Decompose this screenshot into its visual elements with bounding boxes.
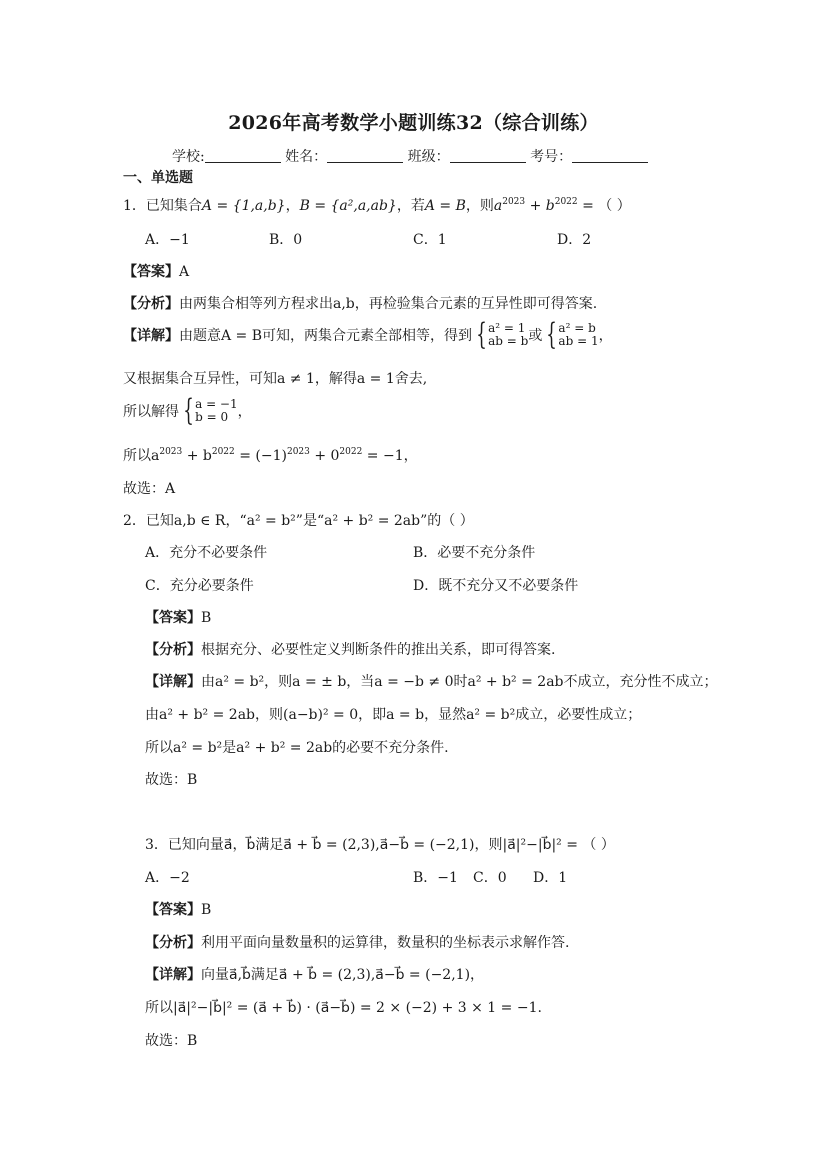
q3-stem: 3．已知向量a⃗，b⃗满足a⃗ + b⃗ = (2,3),a⃗−b⃗ = (−2,1)，则|a⃗|²−|b⃗|² = （ ） bbox=[145, 837, 615, 853]
exam-no-blank[interactable] bbox=[572, 148, 648, 163]
q2-detail-3: 所以a² = b²是a² + b² = 2ab的必要不充分条件. bbox=[145, 740, 449, 756]
q2-option-c[interactable]: C．充分必要条件 bbox=[145, 578, 254, 594]
equation-system-1: {a² = 1 ab = b bbox=[476, 317, 529, 352]
section-heading: 一、单选题 bbox=[123, 170, 193, 186]
q1-analysis: 【分析】由两集合相等列方程求出a,b，再检验集合元素的互异性即可得答案. bbox=[123, 296, 598, 312]
q1-option-a[interactable]: A．−1 bbox=[145, 232, 190, 248]
q3-option-a[interactable]: A．−2 bbox=[145, 870, 190, 886]
q1-stem: 1．已知集合A = {1,a,b}，B = {a²,a,ab}，若A = B，则$a^{2023} + b^{2022}$ = （ ） bbox=[123, 197, 631, 214]
q1-detail-2: 又根据集合互异性，可知a ≠ 1，解得a = 1舍去, bbox=[123, 371, 428, 387]
q2-option-a[interactable]: A．充分不必要条件 bbox=[145, 545, 268, 561]
class-blank[interactable] bbox=[450, 148, 526, 163]
q2-answer: 【答案】B bbox=[145, 610, 212, 626]
exam-no-label: 考号： bbox=[530, 149, 573, 165]
q3-choose: 故选：B bbox=[145, 1033, 198, 1049]
q2-stem: 2．已知a,b ∈ R，“a² = b²”是“a² + b² = 2ab”的（ ） bbox=[123, 513, 474, 529]
page-title: 2026年高考数学小题训练32（综合训练） bbox=[228, 112, 599, 134]
q3-option-c[interactable]: C．0 bbox=[473, 870, 507, 886]
class-label: 班级： bbox=[407, 149, 450, 165]
name-label: 姓名： bbox=[285, 149, 328, 165]
equation-system-2: {a² = b ab = 1 bbox=[546, 317, 599, 352]
q1-detail-1: 【详解】由题意A = B可知，两集合元素全部相等，得到 {a² = 1 ab = b或 {a² = b ab = 1， bbox=[123, 317, 613, 352]
q1-option-c[interactable]: C．1 bbox=[413, 232, 447, 248]
q1-choose: 故选：A bbox=[123, 481, 176, 497]
q3-analysis: 【分析】利用平面向量数量积的运算律，数量积的坐标表示求解作答. bbox=[145, 935, 570, 951]
q2-option-d[interactable]: D．既不充分又不必要条件 bbox=[413, 578, 579, 594]
q3-option-b[interactable]: B．−1 bbox=[413, 870, 458, 886]
q2-analysis: 【分析】根据充分、必要性定义判断条件的推出关系，即可得答案. bbox=[145, 642, 556, 658]
student-info-line bbox=[172, 146, 648, 166]
q2-detail-2: 由a² + b² = 2ab，则(a−b)² = 0，即a = b，显然a² = b²成立，必要性成立； bbox=[145, 707, 642, 723]
q2-detail-1: 【详解】由a² = b²，则a = ± b，当a = −b ≠ 0时a² + b² = 2ab不成立，充分性不成立； bbox=[145, 674, 718, 690]
name-blank[interactable] bbox=[327, 148, 403, 163]
q1-detail-4: 所以$a^{2023} + b^{2022} = (-1)^{2023} + 0^{2022} = -1$， bbox=[123, 447, 418, 464]
q2-choose: 故选：B bbox=[145, 772, 198, 788]
q3-detail-1: 【详解】向量a⃗,b⃗满足a⃗ + b⃗ = (2,3),a⃗−b⃗ = (−2,1)， bbox=[145, 967, 485, 983]
equation-system-3: {a = −1 b = 0 bbox=[183, 393, 238, 428]
q1-option-d[interactable]: D．2 bbox=[557, 232, 592, 248]
school-blank[interactable] bbox=[205, 148, 281, 163]
q1-detail-3: 所以解得 {a = −1 b = 0 ， bbox=[123, 393, 252, 428]
q1-answer: 【答案】A bbox=[123, 264, 190, 280]
q3-option-d[interactable]: D．1 bbox=[533, 870, 568, 886]
q3-answer: 【答案】B bbox=[145, 902, 212, 918]
q2-option-b[interactable]: B．必要不充分条件 bbox=[413, 545, 536, 561]
q1-option-b[interactable]: B．0 bbox=[269, 232, 303, 248]
q3-detail-2: 所以|a⃗|²−|b⃗|² = (a⃗ + b⃗) · (a⃗−b⃗) = 2 × (−2) + 3 × 1 = −1. bbox=[145, 1000, 542, 1016]
school-label: 学校: bbox=[172, 149, 205, 165]
